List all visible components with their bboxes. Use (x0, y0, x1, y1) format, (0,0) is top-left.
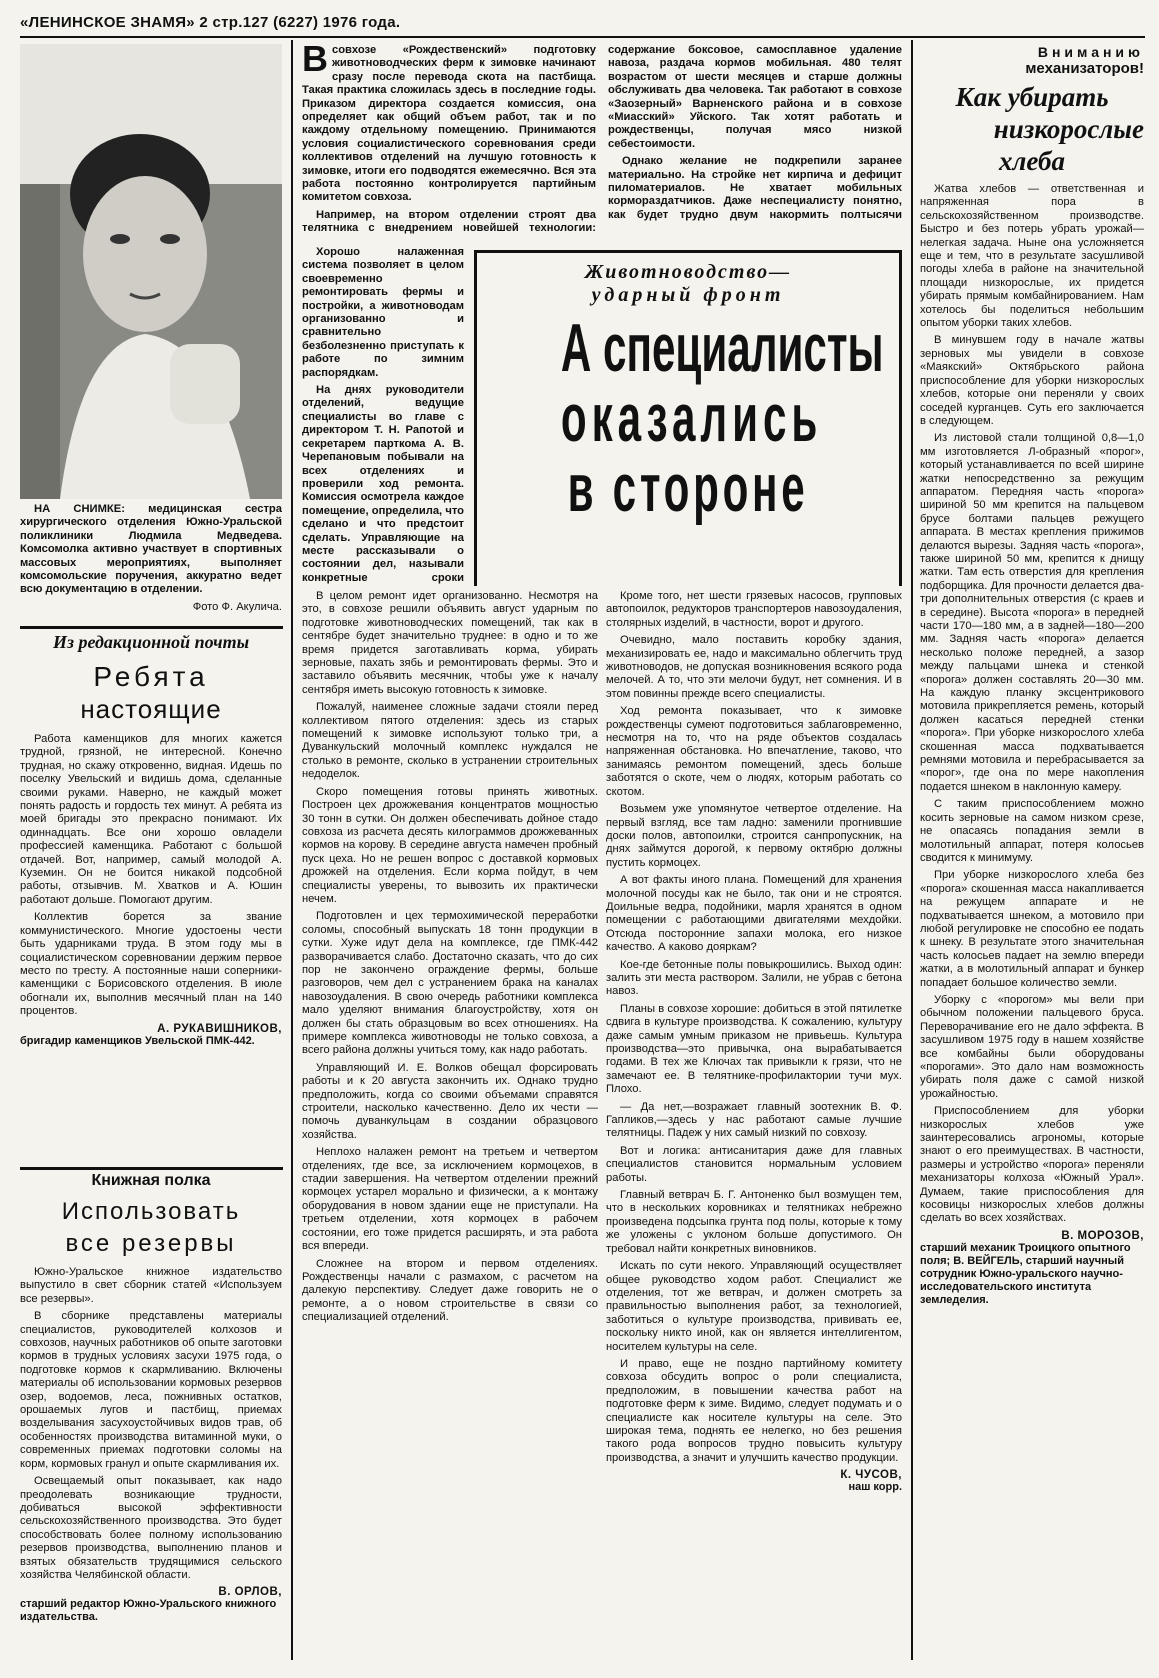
letters-headline-1: Ребята (93, 661, 209, 692)
right-author-2: В. ВЕЙГЕЛЬ, (953, 1254, 1023, 1267)
main-title-box (474, 250, 902, 586)
right-author-1: В. МОРОЗОВ, (1061, 1229, 1144, 1242)
caption-lead: НА СНИМКЕ: (34, 503, 125, 515)
main-author-role: наш корр. (848, 1481, 902, 1494)
right-author-1-role: старший механик Троицкого опытного поля; (920, 1241, 1131, 1267)
bookshelf-paragraph: Освещаемый опыт показывает, как надо преодолевать возникающие трудности, добиваться высокой эффективности сельскохозяйственного производства. Это будет способствовать более полному использованию резервов производства, выполнению планов и взятых обязательств трудящимися сельского хозяйства Челябинской области. (20, 1475, 282, 1581)
bookshelf-author-role: старший редактор Южно-Уральского книжного издательства. (20, 1598, 277, 1624)
bookshelf-headline-2: все резервы (65, 1230, 237, 1257)
right-article (920, 44, 1144, 1672)
main-paragraph: Подготовлен и цех термохимической переработки соломы, способный выпускать 18 тонн продукции в сутки. Хуже идут дела на комплексе, где ПМК-442 разворачивается слабо. Достаточно сказать, что до сих пор не закончено ограждение фермы, больше разговоров, чем дел с устранением брака на каналах навозоудаления. В свою очередь работники комплекса мало уделяют внимания благоустройству, хотя он должен бы стать образцовым во всех отношениях. На примере комплекса животноводы не только совхоза, а всего района должны учиться тому, как надо работать. (302, 910, 598, 1057)
letters-author-role: бригадир каменщиков Увельской ПМК-442. (20, 1034, 255, 1047)
main-paragraph: Планы в совхозе хорошие: добиться в этой пятилетке сдвига в культуре производства. К сожалению, культуру даже самым умным приказом не привьешь. Культура производства—это привычка, она вырабатывается годами. В тех же Ключах так привыкли к грязи, что не замечают ее. В телятнике-профилактории тучи мух. Плохо. (606, 1002, 902, 1096)
main-paragraph: Очевидно, мало поставить коробку здания, механизировать ее, надо и максимально облегчить труд животноводов, не допуская возникновения всякого рода мелочей. А то, что эти мелочи будут, нет сомнения. И в этом повинны прежде всего специалисты. (606, 634, 902, 700)
right-paragraph: С таким приспособлением можно косить зерновые на самом низком срезе, не опасаясь попадания земли в молотильный аппарат, потеря колосьев сводится к минимуму. (920, 798, 1144, 864)
right-paragraph: В минувшем году в начале жатвы зерновых мы увидели в совхозе «Маякский» Октябрьского района приспособление для уборки низкорослых хлебов, которые они переняли у своих соседей курганцев. Суть его заключается в следующем. (920, 334, 1144, 427)
main-rubric-2: ударный фронт (591, 284, 785, 306)
main-paragraph: Ход ремонта показывает, что к зимовке рождественцы сумеют подготовиться заблаговременно, несмотря на то, что на ряде объектов создалась напряженная обстановка. Но впечатление, таково, что занимаясь ремонтом помещений, здесь больше заботятся о скоте, чем о людях, которым работать со скотом. (606, 705, 902, 798)
bookshelf-rubric: Книжная полка (91, 1172, 211, 1189)
main-paragraph: Искать по сути некого. Управляющий осуществляет общее руководство ходом работ. Специалист же отделения, тот же ветврач, и должен смотреть за правильностью выполнения работ, за технологией, заботиться о культуре производства, прививать ее, поскольку никто иной, как он является интеллигентом, носителем культуры на селе. (606, 1260, 902, 1353)
main-paragraph: Например, на втором отделении строят два телятника с внедрением новейшей технологии: содержание боксовое, самосплавное удаление навоза, раздача кормов мобильная. 480 телят возрастом от шести месяцев и старше должны обслуживать два человека. Так работают в совхозе «Заозерный» Варненского района и в совхозе «Миасский» Уйского. Так хотят работать и рождественцы, получая мясо низкой себестоимости. (302, 44, 902, 235)
right-title-2: низкорослые (993, 114, 1144, 144)
main-paragraph: Хорошо налаженная система позволяет в целом своевременно ремонтировать фермы и постройки, а животноводам организованно и сравнительно безболезненно приступать к работе по зимним распорядкам. (302, 246, 464, 379)
letters-rubric: Из редакционной почты (52, 632, 250, 652)
main-paragraph: И право, еще не поздно партийному комитету совхоза обсудить вопрос о роли специалиста, предположим, в повышении качества работ на подготовке ферм к зиме. Видимо, следует подумать и о специалисте как носителе культуры на селе. Это широкая тема, поднять ее нелегко, но без решения такого рода вопросов трудно повысить культуру производства, а значит и улучшить качество продукции. (606, 1357, 902, 1464)
main-paragraph: Однако желание не подкрепили заранее материально. На стройке нет кирпича и дефицит пиломатериалов. Не хватает мобильных кормораздатчиков. Даже неспециалисту понятно, как будет трудно двум накормить полтысячи (608, 155, 902, 221)
main-title-1: А специалисты (560, 310, 884, 386)
main-title-2: оказались (560, 380, 823, 456)
main-intro (302, 44, 902, 244)
main-intro-text: совхозе «Рождественский» подготовку животноводческих ферм к зимовке начинают сразу после перевода скота на пастбища. Такая практика сложилась здесь в последние годы. Приказом директора создается комиссия, она определяет как общий объем работ, так и по каждому отдельному помещению. Принимаются условия социалистического соревнования среди коллективов отделений на лучшую готовность к зимовке, итоги его подводятся ежемесячно. Вся эта работа постоянно контролируется партийным комитетом совхоза. (302, 44, 596, 204)
main-paragraph: Возьмем уже упомянутое четвертое отделение. На первый взгляд, все там ладно: заменили прогнившие доски полов, автопоилки, строится санпропускник, на днях займутся дорогой, к первому октябрю должны пустить кормоцех. (606, 803, 902, 869)
letters-article (20, 632, 282, 1162)
main-paragraph: Вот и логика: антисанитария даже для главных специалистов становится нормальным условием работы. (606, 1144, 902, 1184)
section-rule (20, 626, 283, 629)
right-title-3: хлеба (999, 146, 1065, 176)
right-paragraph: Приспособлением для уборки низкорослых хлебов уже заинтересовались агрономы, которые знают о его преимуществах. В частности, размеры и устройство «порога» переняли механизаторы колхоза «Южный Урал». Думаем, такие приспособления для косовицы низкорослых хлебов должны сделать во всех хозяйствах. (920, 1105, 1144, 1225)
right-title-1: Как убирать (955, 82, 1109, 112)
main-body-right (606, 590, 902, 1672)
letters-paragraph: Работа каменщиков для многих кажется трудной, грязной, не интересной. Конечно трудная, но скажу откровенно, видная. Идешь по поселку Увельский и видишь дома, сделанные своими руками. Наверно, не каждый может понять радость и гордость тех минут. А ребята из моей бригады это прекрасно понимают. Их одиннадцать. Все они хорошо овладели профессией каменщика. Работают с большой отдачей. Вот, например, самый молодой А. Куземин. Он не боится никакой подсобной работы, отзывчив. М. Хватков и А. Юшин работают дольше. Помогают другим. (20, 733, 282, 906)
main-title-3: в стороне (567, 450, 809, 526)
column-rule (291, 40, 293, 1660)
main-paragraph: Сложнее на втором и первом отделениях. Рождественцы начали с размахом, с расчетом на далекую перспективу. Следует даже говорить не о ремонте, а о новом строительстве в связи со специализацией отделений. (302, 1257, 598, 1324)
portrait-illustration (20, 44, 282, 499)
letters-paragraph: Коллектив борется за звание коммунистического. Многие удостоены чести быть ударниками труда. В этом году мы в социалистическом соревновании держим первое место по тресту. А постоянные наши соперники-каменщики с Борисовского отделения. В июле обогнали их, выполнив месячный план на 140 процентов. (20, 911, 282, 1018)
right-paragraph: При уборке низкорослого хлеба без «порога» скошенная масса накапливается на режущем аппарате и не подхватывается шнеком, а мотовило при любой регулировке не способно ее подать к шнеку. В результате этого значительная часть колосьев падает на землю впереди жатки, а в молотильный аппарат и бункер попадает большое количество земли. (920, 869, 1144, 989)
main-author: К. ЧУСОВ, (840, 1469, 902, 1482)
main-paragraph: Управляющий И. Е. Волков обещал форсировать работы и к 20 августа закончить их. Однако трудно предположить, когда со своими объемами справятся строители, насколько качественно. Дело их чести — помочь дуванкульцам в создании образцового хозяйства. (302, 1061, 598, 1141)
masthead: «ЛЕНИНСКОЕ ЗНАМЯ» 2 стр.127 (6227) 1976 года. (20, 14, 1145, 38)
letters-author: А. РУКАВИШНИКОВ, (157, 1022, 282, 1035)
right-rubric-2: механизаторов! (1025, 60, 1144, 77)
main-paragraph: Скоро помещения готовы принять животных. Построен цех дрожжевания концентратов мощностью 30 тонн в сутки. Он должен обеспечивать дойное стадо совхоза из расчета десять килограммов дрожжеванных кормов на корову. В середине августа намечен пробный пуск цеха. Но не решен вопрос с доставкой кормовых дрожжей на отделения. Если корма пойдут, в чем специалисты уверены, то вывозить их практически нечем. (302, 785, 598, 905)
main-paragraph: Кроме того, нет шести грязевых насосов, групповых автопоилок, редукторов транспортеров навозоудаления, столярных изделий, в частности, ворот и другого. (606, 590, 902, 629)
main-paragraph: Неплохо налажен ремонт на третьем и четвертом отделениях, где все, за исключением кормоцехов, в стадии завершения. На четвертом отделении прежний кормоцех устарел морально и физически, а к монтажу оборудования в новом здании еще не приступали. На третьем отделении, хотя кормоцех в рабочем состоянии, его тоже придется расширять, и эта работа вся впереди. (302, 1146, 598, 1253)
bookshelf-headline-1: Использовать (61, 1198, 241, 1225)
photo-caption (20, 503, 282, 621)
bookshelf-paragraph: Южно-Уральское книжное издательство выпустило в свет сборник статей «Используем все резервы». (20, 1266, 282, 1305)
main-paragraph: Пожалуй, наименее сложные задачи стояли перед коллективом пятого отделения: здесь из старых помещений к зимовке используют только три, а Дуванкульский молочный комплекс нуждался не столько в ремонте, сколько в устранении строительных недоделок. (302, 701, 598, 781)
photo-credit: Фото Ф. Акулича. (192, 600, 282, 613)
right-paragraph: Жатва хлебов — ответственная и напряженная пора в сельскохозяйственном производстве. Быстро и без потерь убрать урожай—нелегкая задача. Ныне она усложняется еще и тем, что в результате засушливой погоды хлеба в районе на значительной площади низкорослые, их придется убирать прямым комбайнированием. Нам хотелось бы поделиться небольшим опытом уборки таких хлебов. (920, 183, 1144, 330)
letters-headline-2: настоящие (80, 694, 222, 724)
bookshelf-author: В. ОРЛОВ, (218, 1586, 282, 1599)
main-paragraph: Главный ветврач Б. Г. Антоненко был возмущен тем, что в нескольких коровниках и телятниках небрежно произведена подсыпка грунта под полы, которые к тому же уложены с уклоном больше допустимого. Он требовал найти конкретных виновников. (606, 1189, 902, 1255)
main-paragraph: На днях руководители отделений, ведущие специалисты во главе с директором Т. Н. Рапотой и секретарем парткома А. В. Черепановым побывали на всех отделениях и проверили ход ремонта. Комиссия осмотрела каждое помещение, определила, что сделано и что предстоит сделать. Управляющие на месте рассказывали о состоянии дел, называли конкретные сроки (302, 384, 464, 584)
right-author-2-role: старший научный сотрудник Южно-уральского научно-исследовательского института земледелия. (920, 1254, 1124, 1306)
main-paragraph: Кое-где бетонные полы повыкрошились. Выход один: залить эти места раствором. Залили, не убрав с бетона навоз. (606, 958, 902, 998)
column-rule (911, 40, 913, 1660)
main-paragraph: — Да нет,—возражает главный зоотехник В. Ф. Гапликов,—здесь у нас работают самые лучшие телятницы. Падеж у них самый низкий по совхозу. (606, 1100, 902, 1140)
main-body-left (302, 590, 598, 1670)
main-paragraph: В целом ремонт идет организованно. Несмотря на это, в совхозе решили объявить август ударным по подготовке животноводческих помещений, так как в сентябре будет значительно труднее: в одно и то же время придется заготавливать корма, убирать зерновые, пахать зябь и ремонтировать фермы. Это и заставило объявить месячник, чтобы уже к началу сентября иметь высокую готовность к зимовке. (302, 590, 598, 696)
portrait-photo (20, 44, 282, 499)
dropcap: В (302, 44, 328, 79)
section-rule (20, 1167, 283, 1170)
bookshelf-paragraph: В сборнике представлены материалы специалистов, руководителей колхозов и совхозов, научных работников об опыте заготовки кормов в трудных условиях засухи 1975 года, о подготовке кормов к скармливанию. Включены материалы об использовании кормовых резервов озер, водоемов, леса, пожнивных остатков, орошаемых лугов и пастбищ, приемах возделывания засухоустойчивых видов трав, об особенностях производства витаминной муки, о современных приемах подготовки соломы на корм, кормовых гранул и опыте скармливания их. (20, 1310, 282, 1470)
caption-text: медицинская сестра хирургического отделения Южно-Уральской поликлиники Людмила Медведева. Комсомолка активно участвует в спортивных массовых мероприятиях, выполняет комсомольские поручения, аккуратно ведет всю документацию в отделении. (20, 503, 282, 596)
main-rubric-1: Животноводство— (584, 261, 792, 283)
right-paragraph: Из листовой стали толщиной 0,8—1,0 мм изготовляется Л-образный «порог», который устанавливается по всей ширине жатки непосредственно за режущим аппаратом. Передняя часть «порога» шириной 50 мм крепится на пальцевом брусе болтами пальцев режущего аппарата. В местах крепления прижимов делаются вырезы. Задняя часть «порога», также шириной 50 мм, крепится к днищу жатки. Там есть отверстия для крепления подборщика. Для прочности делается два-три дополнительных отверстия (с краев и в середине). Высота «порога» в передней части 170—180 мм, а в задней—180—200 мм. Задняя часть «порога» делается несколько положе передней, а зазор между пальцами шнека и стенкой «порога» должен составлять 20—30 мм. На каждую планку эксцентрикового мотовила прикрепляется ремень, который должен касаться передней стенки «порога». При уборке низкорослого хлеба скошенная масса подхватывается ремнями мотовила и перебрасывается за «порог», где она по мере накопления подается шнеком в наклонную камеру. (920, 432, 1144, 793)
right-rubric-1: Вниманию (1037, 44, 1144, 60)
bookshelf-article (20, 1172, 282, 1672)
main-paragraph: А вот факты иного плана. Помещений для хранения молочной посуды как не было, так они и не строятся. Доильные ведра, подойники, марля хранятся в одном помещении с работающими двигателями мехдойки. Отсюда посторонние запахи молока, его низкое качество. А каково дояркам? (606, 874, 902, 954)
right-paragraph: Уборку с «порогом» мы вели при обычном положении пальцевого бруса. Переворачивание его не дало эффекта. В засушливом 1975 году в нашем хозяйстве все комбайны были оборудованы «порогами». Это дало нам возможность убирать поля даже с самой низкой урожайностью. (920, 993, 1144, 1100)
main-side-text (302, 246, 464, 586)
